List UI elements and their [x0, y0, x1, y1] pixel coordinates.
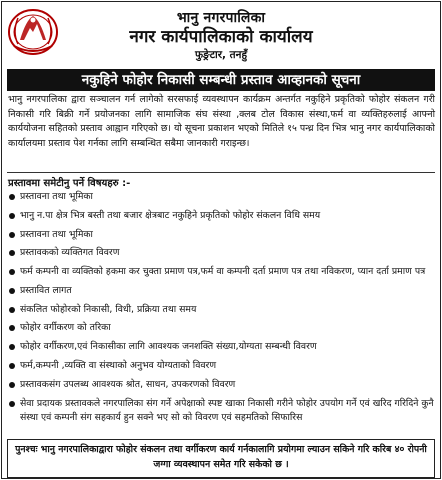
bullet-icon — [9, 232, 15, 238]
list-item — [8, 190, 435, 205]
bullet-icon — [9, 325, 15, 331]
list-item — [8, 303, 435, 318]
list-item-text: फोहोर वर्गीकरण,एवं निकासीका लागि आवश्यक जनशक्ति संख्या,योग्यता सम्बन्धी विवरण — [20, 341, 317, 353]
bullet-icon — [9, 269, 15, 275]
bullet-icon — [9, 363, 15, 369]
list-item-text: फोहोर वर्गीकरण को तरिका — [20, 322, 111, 334]
bullet-icon — [9, 382, 15, 388]
list-item-text: प्रस्तावित लागत — [20, 284, 72, 296]
bullet-icon — [9, 344, 15, 350]
office-name: नगर कार्यपालिकाको कार्यालय — [129, 27, 313, 47]
list-item — [8, 397, 435, 426]
bullet-icon — [9, 307, 15, 313]
list-item — [8, 359, 435, 374]
section-title: प्रस्तावमा समेटीनु पर्ने विषयहरु :- — [8, 178, 131, 189]
list-item — [8, 209, 435, 224]
list-item-text: प्रस्तावकसंग उपलब्ध आवश्यक श्रोत, साधन, उपकरणको विवरण — [20, 378, 236, 390]
list-item — [8, 246, 435, 261]
bullet-icon — [9, 250, 15, 256]
list-item — [8, 378, 435, 393]
list-item-text: सेवा प्रदायक प्रस्तावकले नगरपालिका संग गर्ने अपेक्षाको स्पष्ट खाका निकासी गरीने फोहोर उपयोग गर्ने एवं खरिद गरिदिने कुनै संस्था एवं कम्पनी संग सहकार्य हुन सक्ने भए सो को विवरण एवं सहमतिको सिफारिस — [20, 397, 434, 424]
list-item — [8, 228, 435, 243]
notice-title: नकुहिने फोहोर निकासी सम्बन्धी प्रस्ताव आव्हानको सूचना — [7, 69, 435, 91]
municipality-name: भानु नगरपालिका — [176, 10, 266, 26]
notice-page — [1, 1, 441, 479]
list-item-text: प्रस्तावना तथा भूमिका — [20, 228, 93, 240]
list-item-text: प्रस्तावना तथा भूमिका — [20, 191, 93, 202]
postscript-box: पुनश्चः भानु नगरपालिकाद्वारा फोहोर संकलन तथा वर्गीकरण कार्य गर्नकालागि प्रयोगमा ल्याउन सकिने गरि करिब ४० रोपनी जग्गा व्यवस्थापन समेत गरि सकेको छ । — [7, 439, 435, 478]
list-item-text: फर्म,कम्पनी ,व्यक्ति वा संस्थाको अनुभव योग्यताको विवरण — [20, 360, 217, 372]
bullet-icon — [9, 401, 15, 407]
list-item — [8, 284, 435, 299]
list-item-text: संकलित फोहोरको निकासी, विधी, प्रक्रिया तथा समय — [20, 303, 197, 315]
office-address: फुङ्रेटार, तनहुँ — [194, 49, 248, 61]
list-item — [8, 321, 435, 336]
section-divider — [7, 172, 435, 173]
list-item — [8, 265, 435, 280]
bullet-icon — [9, 194, 15, 200]
intro-paragraph: भानु नगरपालिका द्वारा सञ्चालन गर्न लागेको सरसफाई व्यवस्थापन कार्यक्रम अन्तर्गत नकुहिने प्रकृतिको फोहोर संकलन गरी निकासी गरि बिक्री गर्ने प्रयोजनका लागि सामाजिक संघ संस्था ,क्लब टोल विकास संस्था,फर्म वा व्यक्तिहरुलाई आफ्नो कार्ययोजना सहितको प्रस्ताव आह्वान गरिएको छ। यो सूचना प्रकाशन भएको मितिले १५ पन्ध्र दिन भित्र भानु नगर कार्यपालिकाको कार्यालयमा प्रस्ताव पेश गर्नका लागि सम्बन्धित सबैमा जानकारी गराइन्छ। — [8, 94, 435, 150]
list-item-text: फर्म कम्पनी वा व्यक्तिको हकमा कर चुक्ता प्रमाण पत्र,फर्म वा कम्पनी दर्ता प्रमाण पत्र तथा नविकरण, प्यान दर्ता प्रमाण पत्र — [20, 266, 426, 278]
requirements-list — [8, 190, 435, 430]
list-item — [8, 340, 435, 355]
list-item-text: भानु न.पा क्षेत्र भित्र बस्ती तथा बजार क्षेत्रबाट नकुहिने प्रकृतिको फोहोर संकलन विधि समय — [20, 209, 321, 221]
bullet-icon — [9, 213, 15, 219]
list-item-text: प्रस्तावकको व्यक्तिगत विवरण — [20, 247, 120, 259]
bullet-icon — [9, 288, 15, 294]
letterhead — [2, 2, 440, 68]
